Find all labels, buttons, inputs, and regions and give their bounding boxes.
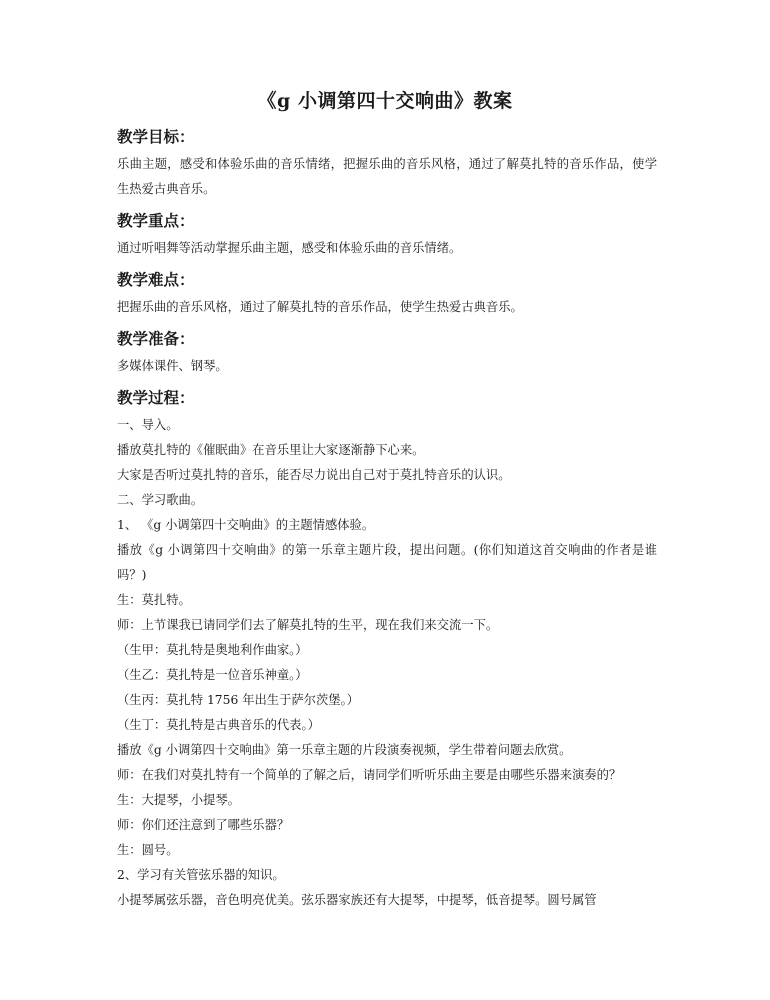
section-heading: 教学目标： (117, 127, 195, 146)
paragraph: 生：圆号。 (117, 843, 179, 857)
paragraph: 师：你们还注意到了哪些乐器？ (117, 818, 290, 832)
paragraph: 大家是否听过莫扎特的音乐，能否尽力说出自己对于莫扎特音乐的认识。 (117, 468, 511, 482)
section-difficulties (117, 265, 657, 320)
section-objectives (117, 122, 657, 202)
paragraph: （生丁：莫扎特是古典音乐的代表。） (117, 718, 320, 732)
paragraph: 生：大提琴，小提琴。 (117, 793, 240, 807)
paragraph: 一、导入。 (117, 418, 179, 432)
paragraph: 师：在我们对莫扎特有一个简单的了解之后，请同学们听听乐曲主要是由哪些乐器来演奏的？ (117, 768, 622, 782)
paragraph: （生乙：莫扎特是一位音乐神童。） (117, 668, 308, 682)
paragraph: 二、学习歌曲。 (117, 493, 204, 507)
document-title: 《g 小调第四十交响曲》教案 (257, 90, 513, 112)
paragraph: （生甲：莫扎特是奥地利作曲家。） (117, 643, 308, 657)
section-heading: 教学重点： (117, 211, 195, 230)
paragraph: 通过听唱舞等活动掌握乐曲主题，感受和体验乐曲的音乐情绪。 (117, 241, 462, 255)
paragraph: 师：上节课我已请同学们去了解莫扎特的生平，现在我们来交流一下。 (117, 618, 499, 632)
section-heading: 教学过程： (117, 388, 195, 407)
paragraph: 1、 《g 小调第四十交响曲》的主题情感体验。 (117, 518, 375, 532)
document-body (117, 122, 657, 913)
paragraph: 2、学习有关管弦乐器的知识。 (117, 868, 285, 882)
section-heading: 教学准备： (117, 329, 195, 348)
section-key-points (117, 206, 657, 261)
paragraph: 小提琴属弦乐器，音色明亮优美。弦乐器家族还有大提琴，中提琴，低音提琴。圆号属管 (117, 893, 597, 907)
section-preparation (117, 324, 657, 379)
paragraph: （生丙：莫扎特 1756 年出生于萨尔茨堡。） (117, 693, 360, 707)
paragraph: 播放《g 小调第四十交响曲》第一乐章主题的片段演奏视频，学生带着问题去欣赏。 (117, 743, 572, 757)
paragraph: 播放《g 小调第四十交响曲》的第一乐章主题片段，提出问题。(你们知道这首交响曲的作者是谁吗？) (117, 543, 657, 582)
section-process (117, 383, 657, 913)
paragraph: 把握乐曲的音乐风格，通过了解莫扎特的音乐作品，使学生热爱古典音乐。 (117, 300, 523, 314)
paragraph: 多媒体课件、钢琴。 (117, 359, 228, 373)
paragraph: 生：莫扎特。 (117, 593, 191, 607)
paragraph: 播放莫扎特的《催眠曲》在音乐里让大家逐渐静下心来。 (117, 443, 425, 457)
paragraph: 乐曲主题，感受和体验乐曲的音乐情绪，把握乐曲的音乐风格，通过了解莫扎特的音乐作品，使学生热爱古典音乐。 (117, 157, 657, 196)
section-heading: 教学难点： (117, 270, 195, 289)
